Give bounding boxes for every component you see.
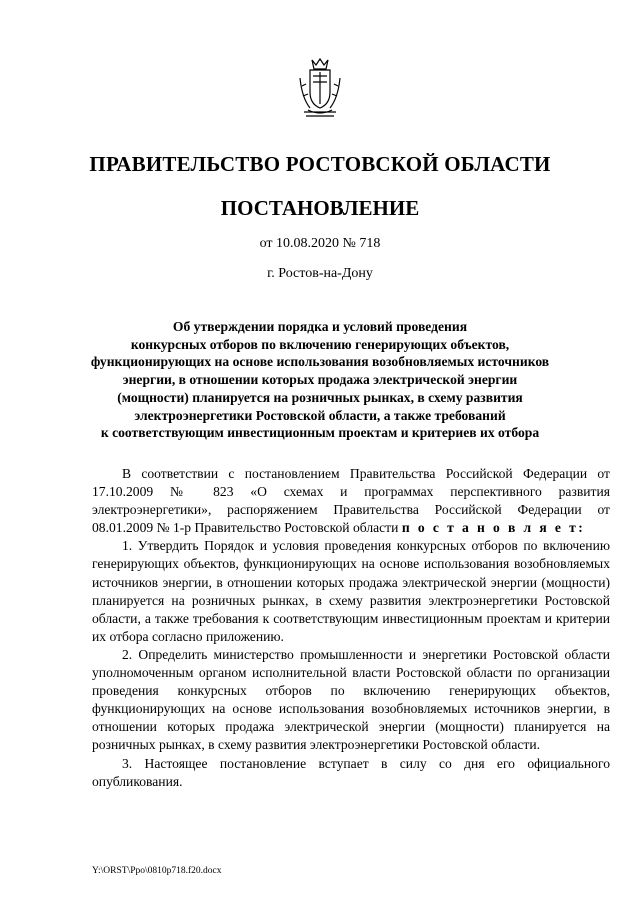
document-date-number: от 10.08.2020 № 718 xyxy=(259,236,381,251)
subject-line: к соответствующим инвестиционным проектам и критериев их отбора xyxy=(100,425,540,441)
coat-of-arms-emblem xyxy=(296,56,344,120)
subject-line: (мощности) планируется на розничных рынках, в схему развития xyxy=(117,389,523,405)
government-title: ПРАВИТЕЛЬСТВО РОСТОВСКОЙ ОБЛАСТИ xyxy=(89,152,551,176)
subject-line: энергии, в отношении которых продажа электрической энергии xyxy=(122,372,518,388)
item-paragraph: 1. Утвердить Порядок и условия проведения конкурсных отборов по включению генерирующих объектов, функционирующих на основе использования возобновляемых источников энергии, в отношении которых продажа электрической энергии (мощности) планируется на розничных рынках, в схему развития электроэнергетики Ростовской области, а также требования к соответствующим инвестиционным проектам и критерии их отбора согласно приложению. xyxy=(92,538,610,644)
preamble-paragraph xyxy=(92,465,610,537)
document-subject xyxy=(90,318,550,442)
subject-line: Об утверждении порядка и условий проведения xyxy=(172,319,468,334)
document-city: г. Ростов-на-Дону xyxy=(267,266,373,281)
decree-word: п о с т а н о в л я е т: xyxy=(401,520,586,536)
item-paragraph: 2. Определить министерство промышленности и энергетики Ростовской области уполномоченным органом исполнительной власти Ростовской области по организации проведения конкурсных отборов по включению генерирующих объектов, функционирующих на основе использования возобновляемых источников энергии, в отношении которых продажа электрической энергии (мощности) планируется на розничных рынках, в схему развития электроэнергетики Ростовской области. xyxy=(92,646,610,753)
document-body xyxy=(92,465,610,791)
item-paragraph: 3. Настоящее постановление вступает в силу со дня его официального опубликования. xyxy=(92,755,610,789)
file-path-footer: Y:\ORST\Ppo\0810p718.f20.docx xyxy=(92,866,222,876)
subject-line: функционирующих на основе использования возобновляемых источников xyxy=(90,354,550,370)
subject-line: конкурсных отборов по включению генерирующих объектов, xyxy=(130,336,510,352)
document-type: ПОСТАНОВЛЕНИЕ xyxy=(220,196,420,220)
subject-line: электроэнергетики Ростовской области, а также требований xyxy=(134,407,506,423)
preamble-text: В соответствии с постановлением Правительства Российской Федерации от 17.10.2009 № 823 «О схемах и программах перспективного развития электроэнергетики», распоряжением Правительства Российской Федерации от 08.01.2009 № 1-р Правительство Ростовской области xyxy=(92,466,610,536)
